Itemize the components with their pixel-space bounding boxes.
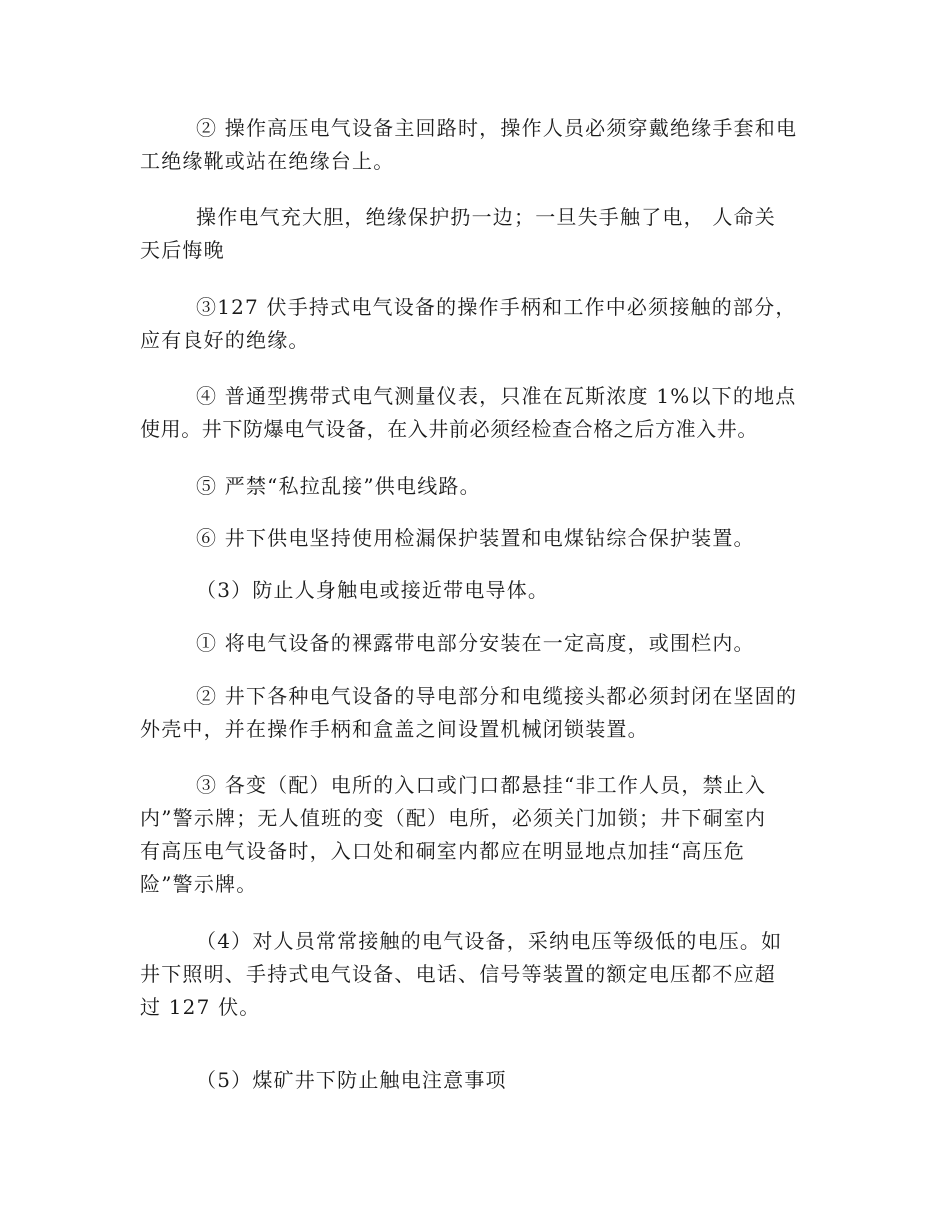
paragraph bbox=[140, 925, 812, 1024]
text-line: 使用。井下防爆电气设备，在入井前必须经检查合格之后方准入井。 bbox=[140, 417, 758, 441]
text-line: （5）煤矿井下防止触电注意事项 bbox=[196, 1068, 507, 1092]
text-line: 险”警示牌。 bbox=[140, 872, 258, 896]
text-line: ⑥ 井下供电坚持使用检漏保护装置和电煤钻综合保护装置。 bbox=[196, 526, 755, 550]
text-line: ① 将电气设备的裸露带电部分安装在一定高度，或围栏内。 bbox=[196, 631, 755, 655]
text-line: （4）对人员常常接触的电气设备，采纳电压等级低的电压。如 bbox=[196, 929, 783, 953]
paragraph bbox=[140, 201, 812, 267]
text-line: ② 操作高压电气设备主回路时，操作人员必须穿戴绝缘手套和电 bbox=[196, 116, 798, 140]
text-line: 井下照明、手持式电气设备、电话、信号等装置的额定电压都不应超 bbox=[140, 962, 776, 986]
paragraph bbox=[140, 112, 812, 178]
text-line: 有高压电气设备时，入口处和硐室内都应在明显地点加挂“高压危 bbox=[140, 839, 746, 863]
paragraph bbox=[140, 470, 812, 503]
text-line: 操作电气充大胆，绝缘保护扔一边；一旦失手触了电， 人命关 bbox=[196, 205, 776, 229]
text-line: 天后悔晚 bbox=[140, 238, 225, 262]
paragraph bbox=[140, 574, 812, 607]
paragraph bbox=[140, 1064, 812, 1097]
text-line: 外壳中，并在操作手柄和盒盖之间设置机械闭锁装置。 bbox=[140, 717, 649, 741]
text-line: 工绝缘靴或站在绝缘台上。 bbox=[140, 149, 395, 173]
text-line: 过 127 伏。 bbox=[140, 995, 261, 1019]
text-line: ② 井下各种电气设备的导电部分和电缆接头都必须封闭在坚固的 bbox=[196, 684, 798, 708]
text-line: 内”警示牌；无人值班的变（配）电所，必须关门加锁；井下硐室内 bbox=[140, 806, 767, 830]
paragraph bbox=[140, 769, 812, 901]
paragraph bbox=[140, 291, 812, 357]
paragraph bbox=[140, 380, 812, 446]
text-line: ⑤ 严禁“私拉乱接”供电线路。 bbox=[196, 474, 481, 498]
text-line: 应有良好的绝缘。 bbox=[140, 328, 310, 352]
paragraph bbox=[140, 627, 812, 660]
text-line: （3）防止人身触电或接近带电导体。 bbox=[196, 578, 550, 602]
paragraph bbox=[140, 680, 812, 746]
paragraph bbox=[140, 522, 812, 555]
text-line: ④ 普通型携带式电气测量仪表，只准在瓦斯浓度 1%以下的地点 bbox=[196, 384, 797, 408]
text-line: ③ 各变（配）电所的入口或门口都悬挂“非工作人员，禁止入 bbox=[196, 773, 767, 797]
text-line: ③127 伏手持式电气设备的操作手柄和工作中必须接触的部分， bbox=[196, 295, 797, 319]
